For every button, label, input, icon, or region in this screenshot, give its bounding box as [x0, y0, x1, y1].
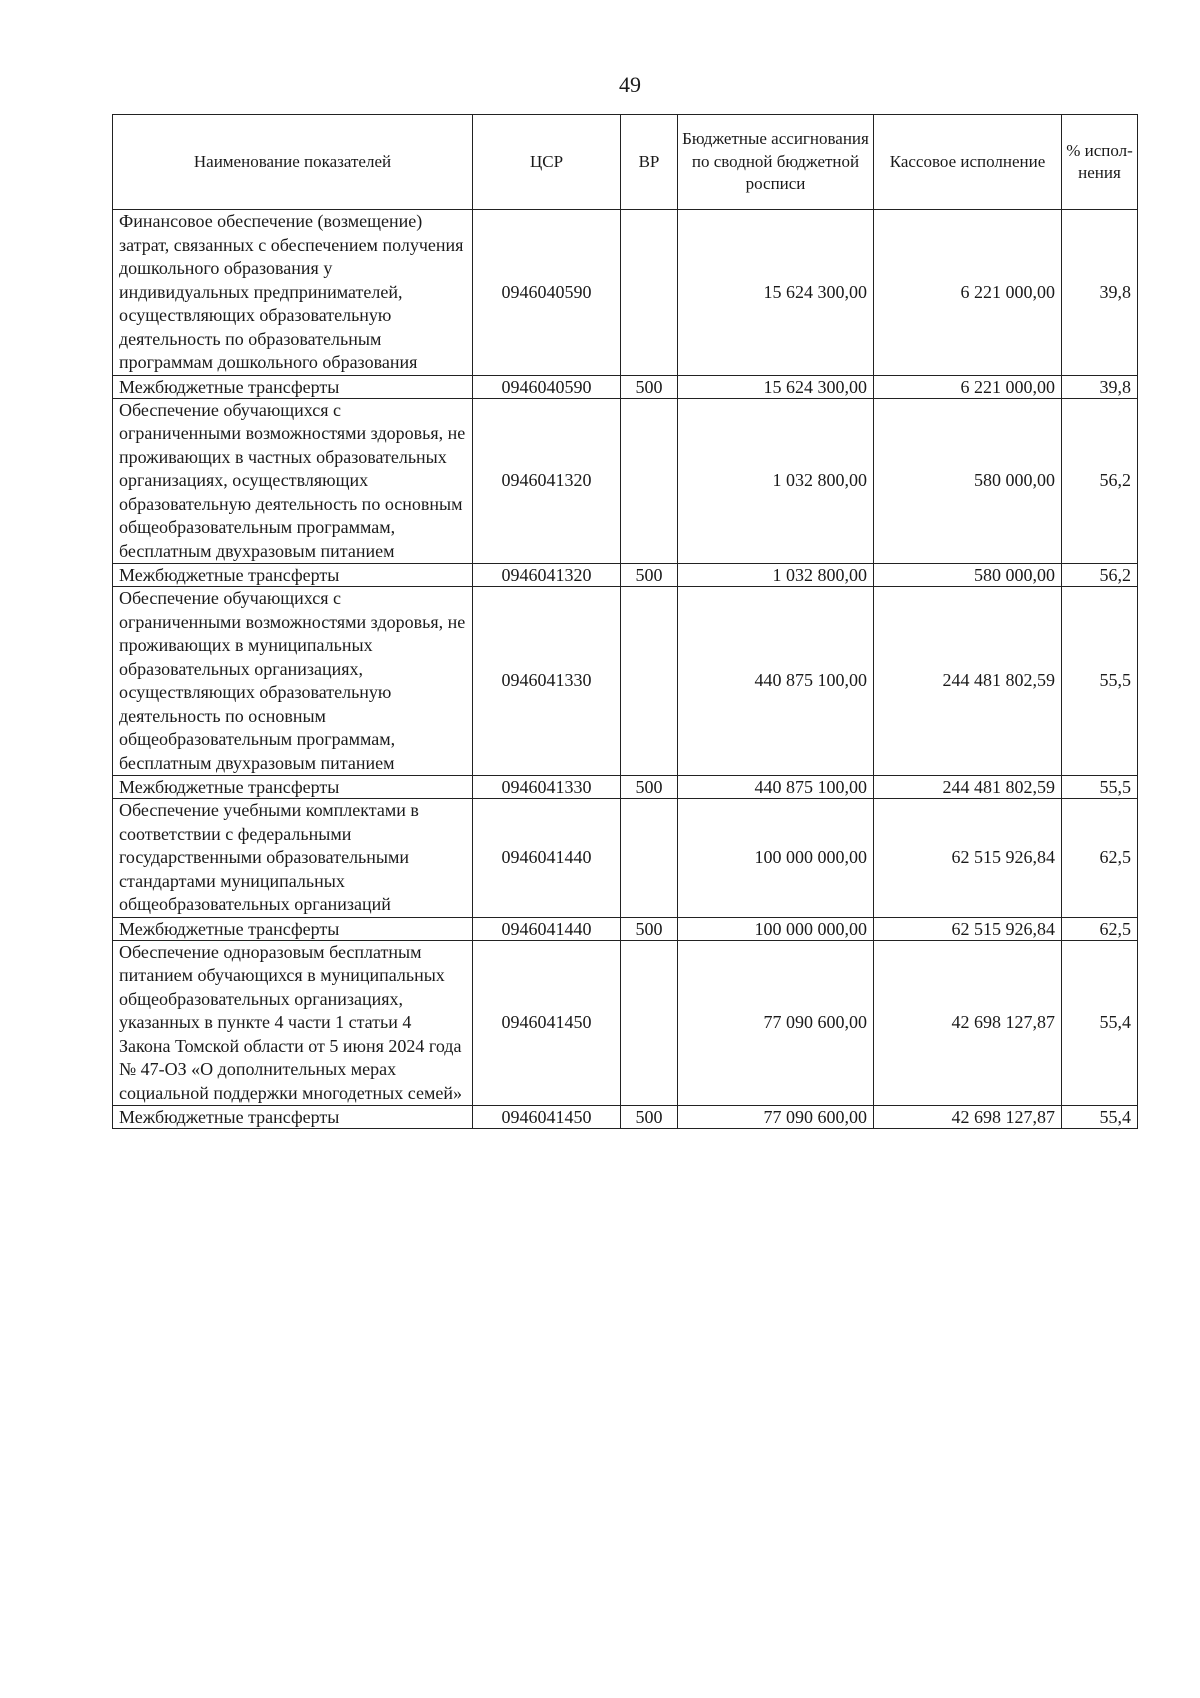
row-name: Финансовое обеспечение (возмещение) затрат, связанных с обеспечением получения дошкольного образования у индивидуальных предпринимателей, осуществляющих образовательную деятельность по образовательным программам дошкольного образования	[113, 210, 473, 376]
table-row	[113, 776, 1138, 799]
row-vr	[621, 940, 678, 1106]
row-vr: 500	[621, 917, 678, 940]
row-cash: 62 515 926,84	[874, 799, 1062, 918]
table-row	[113, 799, 1138, 918]
row-name: Обеспечение обучающихся с ограниченными возможностями здоровья, не проживающих в частных образовательных организациях, осуществляющих образовательную деятельность по основным общеобразовательным программам, бесплатным двухразовым питанием	[113, 398, 473, 564]
row-cash: 42 698 127,87	[874, 1106, 1062, 1129]
row-pct: 62,5	[1062, 799, 1138, 918]
row-vr: 500	[621, 1106, 678, 1129]
table-row	[113, 210, 1138, 376]
row-pct: 62,5	[1062, 917, 1138, 940]
header-vr: ВР	[621, 115, 678, 210]
row-name: Межбюджетные трансферты	[113, 776, 473, 799]
header-name: Наименование показателей	[113, 115, 473, 210]
row-pct: 56,2	[1062, 564, 1138, 587]
row-budget: 1 032 800,00	[678, 564, 874, 587]
row-name: Межбюджетные трансферты	[113, 375, 473, 398]
header-csr: ЦСР	[473, 115, 621, 210]
row-cash: 244 481 802,59	[874, 776, 1062, 799]
row-pct: 39,8	[1062, 375, 1138, 398]
row-cash: 62 515 926,84	[874, 917, 1062, 940]
row-csr: 0946041440	[473, 917, 621, 940]
row-csr: 0946040590	[473, 375, 621, 398]
row-cash: 6 221 000,00	[874, 210, 1062, 376]
row-vr: 500	[621, 375, 678, 398]
table-row	[113, 1106, 1138, 1129]
row-csr: 0946041450	[473, 940, 621, 1106]
row-vr	[621, 398, 678, 564]
row-cash: 580 000,00	[874, 398, 1062, 564]
row-csr: 0946041330	[473, 587, 621, 776]
row-pct: 56,2	[1062, 398, 1138, 564]
row-pct: 55,4	[1062, 1106, 1138, 1129]
row-vr	[621, 587, 678, 776]
row-name: Межбюджетные трансферты	[113, 917, 473, 940]
row-csr: 0946041330	[473, 776, 621, 799]
row-cash: 244 481 802,59	[874, 587, 1062, 776]
header-budget: Бюджетные ассигнования по сводной бюджетной росписи	[678, 115, 874, 210]
row-name: Межбюджетные трансферты	[113, 1106, 473, 1129]
row-vr: 500	[621, 564, 678, 587]
table-body	[113, 210, 1138, 1129]
row-budget: 77 090 600,00	[678, 940, 874, 1106]
row-cash: 42 698 127,87	[874, 940, 1062, 1106]
row-budget: 15 624 300,00	[678, 375, 874, 398]
row-name: Обеспечение учебными комплектами в соответствии с федеральными государственными образовательными стандартами муниципальных общеобразовательных организаций	[113, 799, 473, 918]
row-pct: 55,5	[1062, 587, 1138, 776]
row-pct: 55,4	[1062, 940, 1138, 1106]
table-row	[113, 940, 1138, 1106]
row-name: Обеспечение обучающихся с ограниченными возможностями здоровья, не проживающих в муниципальных образовательных организациях, осуществляющих образовательную деятельность по основным общеобразовательным программам, бесплатным двухразовым питанием	[113, 587, 473, 776]
row-budget: 100 000 000,00	[678, 917, 874, 940]
row-csr: 0946040590	[473, 210, 621, 376]
row-pct: 55,5	[1062, 776, 1138, 799]
row-budget: 100 000 000,00	[678, 799, 874, 918]
row-pct: 39,8	[1062, 210, 1138, 376]
table-row	[113, 564, 1138, 587]
page-number: 49	[619, 72, 641, 97]
row-name: Обеспечение одноразовым бесплатным питанием обучающихся в муниципальных общеобразовательных организациях, указанных в пункте 4 части 1 статьи 4 Закона Томской области от 5 июня 2024 года № 47-ОЗ «О дополнительных мерах социальной поддержки многодетных семей»	[113, 940, 473, 1106]
row-budget: 77 090 600,00	[678, 1106, 874, 1129]
row-budget: 1 032 800,00	[678, 398, 874, 564]
row-cash: 580 000,00	[874, 564, 1062, 587]
header-pct: % испол-нения	[1062, 115, 1138, 210]
row-csr: 0946041440	[473, 799, 621, 918]
row-csr: 0946041320	[473, 564, 621, 587]
table-row	[113, 917, 1138, 940]
row-name: Межбюджетные трансферты	[113, 564, 473, 587]
row-budget: 15 624 300,00	[678, 210, 874, 376]
row-vr: 500	[621, 776, 678, 799]
row-vr	[621, 210, 678, 376]
table-row	[113, 398, 1138, 564]
row-budget: 440 875 100,00	[678, 776, 874, 799]
table-row	[113, 375, 1138, 398]
table-row	[113, 587, 1138, 776]
budget-table	[112, 114, 1138, 1129]
table-header	[113, 115, 1138, 210]
header-cash: Кассовое исполнение	[874, 115, 1062, 210]
row-cash: 6 221 000,00	[874, 375, 1062, 398]
row-vr	[621, 799, 678, 918]
row-csr: 0946041450	[473, 1106, 621, 1129]
row-budget: 440 875 100,00	[678, 587, 874, 776]
row-csr: 0946041320	[473, 398, 621, 564]
